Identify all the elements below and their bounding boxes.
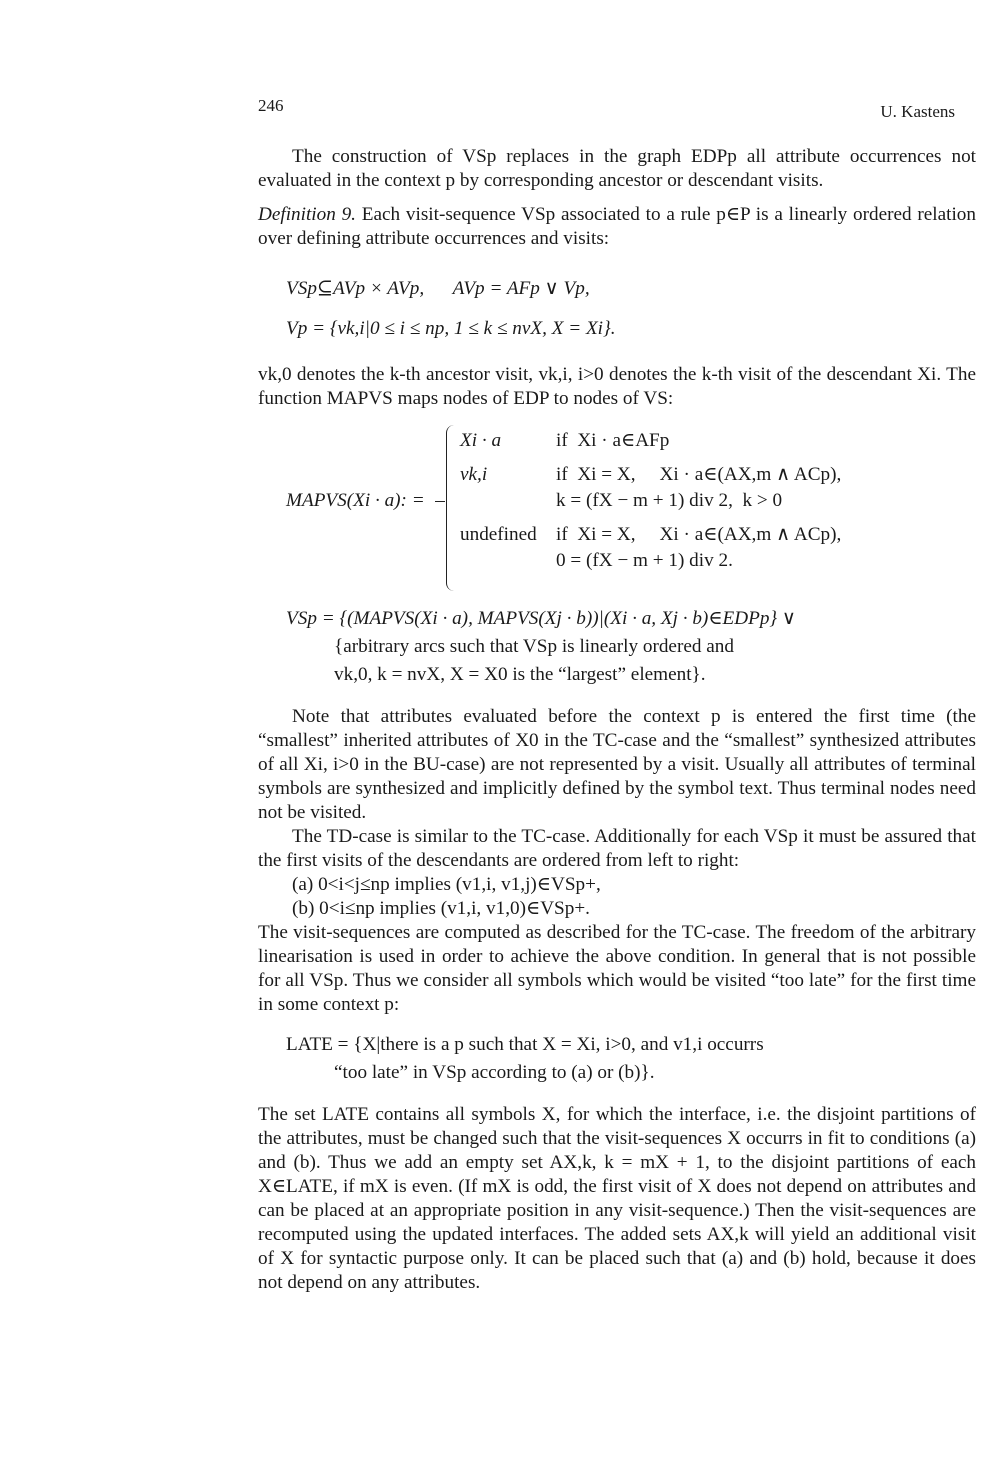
- condition-a: (a) 0<i<j≤np implies (v1,i, v1,j)∈VSp+,: [292, 874, 601, 895]
- case-3-condition-2: 0 = (fX − m + 1) div 2.: [556, 550, 733, 571]
- definition-label: Definition 9.: [258, 204, 356, 225]
- page-number: 246: [258, 96, 284, 115]
- formula-vsp-line-2: {arbitrary arcs such that VSp is linearly ordered and: [334, 636, 734, 657]
- definition-text: Each visit-sequence VSp associated to a rule p∈P is a linearly ordered relation over defining attribute occurrences and visits:: [258, 204, 976, 249]
- page-body: [258, 145, 976, 1295]
- formula-vsp-line-1: VSp = {(MAPVS(Xi · a), MAPVS(Xj · b))|(Xi · a, Xj · b)∈EDPp} ∨: [286, 608, 796, 629]
- formula-late-line-2: “too late” in VSp according to (a) or (b)}.: [334, 1062, 655, 1083]
- case-3-value: undefined: [460, 524, 537, 545]
- paragraph-construction: The construction of VSp replaces in the graph EDPp all attribute occurrences not evaluated in the context p by corresponding ancestor or descendant visits.: [258, 146, 976, 191]
- condition-b: (b) 0<i≤np implies (v1,i, v1,0)∈VSp+.: [292, 898, 590, 919]
- case-1-condition: if Xi · a∈AFp: [556, 430, 670, 451]
- case-2-condition-2: k = (fX − m + 1) div 2, k > 0: [556, 490, 783, 511]
- mapvs-case-2: [460, 463, 841, 487]
- mapvs-definition: [258, 425, 976, 597]
- case-2-condition: if Xi = X, Xi · a∈(AX,m ∧ ACp),: [556, 464, 842, 485]
- left-brace: [446, 425, 457, 591]
- mapvs-case-2-cont: [460, 489, 782, 513]
- mapvs-case-3-cont: [460, 549, 733, 573]
- case-2-value: vk,i: [460, 464, 488, 485]
- mapvs-case-3: [460, 523, 841, 547]
- case-1-value: Xi · a: [460, 430, 502, 451]
- case-3-condition: if Xi = X, Xi · a∈(AX,m ∧ ACp),: [556, 524, 842, 545]
- formula-vsp-line-3: vk,0, k = nvX, X = X0 is the “largest” element}.: [334, 664, 706, 685]
- formula-vp-set: Vp = {vk,i|0 ≤ i ≤ np, 1 ≤ k ≤ nvX, X = Xi}.: [286, 318, 616, 339]
- formula-vs-relation: VSp⊆AVp × AVp, AVp = AFp ∨ Vp,: [286, 278, 590, 299]
- paragraph-note: Note that attributes evaluated before the context p is entered the first time (the “smallest” inherited attributes of X0 in the TC-case and the “smallest” synthesized attributes of all Xi, i>0 in the BU-case) are not represented by a visit. Usually all attributes of terminal symbols are synthesized and implicitly defined by the symbol text. Thus terminal nodes need not be visited.: [258, 706, 976, 823]
- definition-9: [258, 203, 976, 251]
- running-head: U. Kastens: [880, 102, 955, 121]
- mapvs-lhs: MAPVS(Xi · a): =: [286, 490, 425, 511]
- paragraph-visit-sequences: The visit-sequences are computed as described for the TC-case. The freedom of the arbitrary linearisation is used in order to achieve the above condition. In general that is not possible for all VSp. Thus we consider all symbols which would be visited “too late” for the first time in some context p:: [258, 922, 976, 1015]
- page-header: [258, 96, 955, 124]
- paragraph-late-set: The set LATE contains all symbols X, for which the interface, i.e. the disjoint partitions of the attributes, must be changed such that the visit-sequences X occurrs in fit to conditions (a) and (b). Thus we add an empty set AX,k, k = mX + 1, to the disjoint partitions of each X∈LATE, if mX is even. (If mX is odd, the first visit of X does not depend on attributes and can be placed at an appropriate position in any visit-sequence.) Then the visit-sequences are recomputed using the updated interfaces. The added sets AX,k will yield an additional visit of X for syntactic purpose only. It can be placed such that (a) and (b) hold, because it does not depend on any attributes.: [258, 1104, 976, 1293]
- paragraph-td-case: The TD-case is similar to the TC-case. Additionally for each VSp it must be assured that the first visits of the descendants are ordered from left to right:: [258, 826, 976, 871]
- formula-late-line-1: LATE = {X|there is a p such that X = Xi, i>0, and v1,i occurrs: [286, 1034, 764, 1055]
- paragraph-visit-definition: vk,0 denotes the k-th ancestor visit, vk,i, i>0 denotes the k-th visit of the descendant Xi. The function MAPVS maps nodes of EDP to nodes of VS:: [258, 364, 976, 409]
- mapvs-case-1: [460, 429, 669, 453]
